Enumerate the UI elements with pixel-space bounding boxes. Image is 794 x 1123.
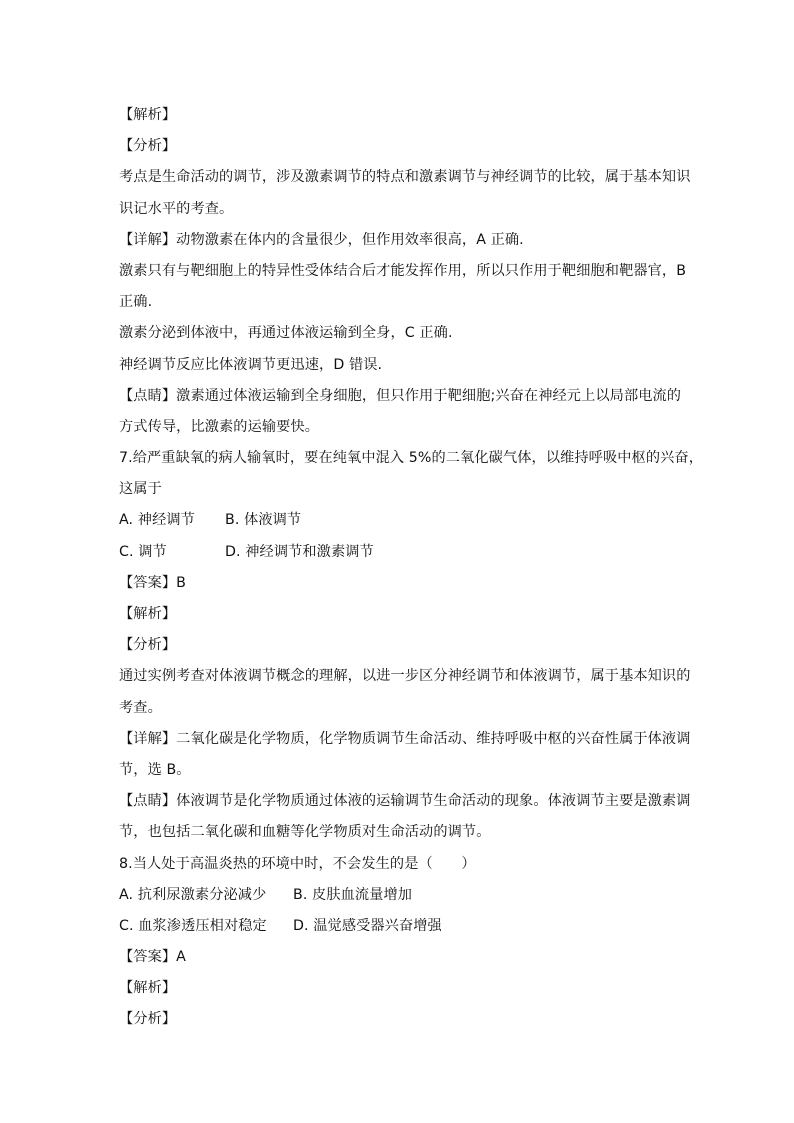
text-line: 【点睛】体液调节是化学物质通过体液的运输调节生命活动的现象。体液调节主要是激素调 — [119, 793, 691, 810]
option-b: B. 皮肤血流量增加 — [293, 886, 413, 903]
text-line: 【解析】 — [119, 606, 177, 622]
answer-line: 【答案】A — [119, 949, 186, 966]
text-line: 激素只有与靶细胞上的特异性受体结合后才能发挥作用，所以只作用于靶细胞和靶器官，B — [119, 262, 687, 279]
question-7-stem-cont: 这属于 — [119, 481, 162, 498]
question-8-options-row — [119, 911, 679, 942]
document-body — [119, 100, 703, 1036]
text-line: 【解析】 — [119, 980, 177, 997]
option-b: B. 体液调节 — [225, 512, 302, 529]
text-line: 【分析】 — [119, 637, 177, 654]
question-7-stem: 7.给严重缺氧的病人输氧时，要在纯氧中混入 5%的二氧化碳气体，以维持呼吸中枢的兴奋， — [119, 450, 703, 467]
option-a: A. 抗利尿激素分泌减少 — [119, 886, 267, 903]
text-line: 神经调节反应比体液调节更迅速，D 错误. — [119, 356, 383, 373]
text-line: 考查。 — [119, 699, 162, 716]
text-line: 【详解】动物激素在体内的含量很少，但作用效率很高，A 正确. — [119, 231, 524, 248]
text-line: 激素分泌到体液中，再通过体液运输到全身，C 正确. — [119, 325, 453, 342]
text-line: 【点睛】激素通过体液运输到全身细胞，但只作用于靶细胞;兴奋在神经元上以局部电流的 — [119, 387, 682, 404]
option-a: A. 神经调节 — [119, 512, 195, 529]
text-line: 节，选 B。 — [119, 761, 191, 778]
text-line: 正确. — [119, 294, 153, 311]
text-line: 考点是生命活动的调节，涉及激素调节的特点和激素调节与神经调节的比较，属于基本知识 — [119, 169, 691, 186]
text-line: 【解析】 — [119, 107, 177, 123]
option-d: D. 温觉感受器兴奋增强 — [293, 917, 442, 934]
text-line: 节，也包括二氧化碳和血糖等化学物质对生命活动的调节。 — [119, 824, 491, 841]
text-line: 识记水平的考查。 — [119, 200, 234, 217]
option-c: C. 血浆渗透压相对稳定 — [119, 917, 267, 934]
question-7-options-row — [119, 505, 679, 536]
text-line: 【详解】二氧化碳是化学物质，化学物质调节生命活动、维持呼吸中枢的兴奋性属于体液调 — [119, 730, 691, 747]
question-8-stem: 8.当人处于高温炎热的环境中时，不会发生的是（ ） — [119, 855, 476, 872]
text-line: 【分析】 — [119, 138, 177, 155]
text-line: 通过实例考查对体液调节概念的理解，以进一步区分神经调节和体液调节，属于基本知识的 — [119, 668, 691, 685]
answer-line: 【答案】B — [119, 574, 186, 591]
option-d: D. 神经调节和激素调节 — [225, 543, 374, 560]
question-7-options-row — [119, 537, 679, 568]
question-8-options-row — [119, 880, 679, 911]
text-line: 方式传导，比激素的运输要快。 — [119, 418, 320, 435]
text-line: 【分析】 — [119, 1011, 177, 1028]
option-c: C. 调节 — [119, 543, 167, 560]
